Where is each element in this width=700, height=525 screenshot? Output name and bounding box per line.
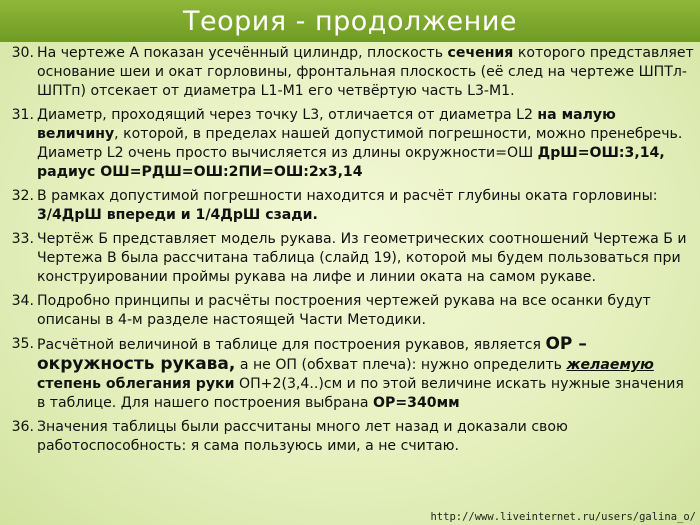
item-number: 32. xyxy=(11,188,34,204)
list-item-33 xyxy=(4,230,694,287)
item-text: В рамках допустимой погрешности находится и расчёт глубины оката горловины: 3/4ДрШ впереди и 1/4ДрШ сзади. xyxy=(37,188,658,223)
item-text: Чертёж Б представляет модель рукава. Из геометрических соотношений Чертежа Б и Чертежа В была рассчитана таблица (слайд 19), которой мы будем пользоваться при конструировании проймы рукава на лифе и линии оката на самом рукаве. xyxy=(37,231,687,285)
title-bar xyxy=(0,0,700,42)
source-url: http://www.liveinternet.ru/users/galina_o/ xyxy=(430,511,696,523)
formula: ДрШ=ОШ:3,14, радиус ОШ=РДШ=ОШ:2ПИ=ОШ:2х3,14 xyxy=(37,145,665,180)
item-text: Диаметр, проходящий через точку L3, отличается от диаметра L2 на малую величину, которой, в пределах нашей допустимой погрешности, можно пренебречь. Диаметр L2 очень просто вычисляется из длины окружности=ОШ ДрШ=ОШ:3,14, радиус ОШ=РДШ=ОШ:2ПИ=ОШ:2х3,14 xyxy=(37,107,683,180)
list-item-35 xyxy=(4,335,694,413)
item-text: Значения таблицы были рассчитаны много лет назад и доказали свою работоспособность: я сама пользуюсь ими, а не считаю. xyxy=(37,419,568,454)
item-text: Подробно принципы и расчёты построения чертежей рукава на все осанки будут описаны в 4-м разделе настоящей Части Методики. xyxy=(37,293,651,328)
list-item-36 xyxy=(4,418,694,456)
list-item-31 xyxy=(4,106,694,182)
bold-term: степень облегания руки xyxy=(37,376,235,392)
theory-list xyxy=(4,44,694,461)
item-number: 33. xyxy=(11,231,34,247)
item-number: 30. xyxy=(11,45,34,61)
item-number: 36. xyxy=(11,419,34,435)
item-text: На чертеже А показан усечённый цилиндр, плоскость сечения которого представляет основание шеи и окат горловины, фронтальная плоскость (её след на чертеже ШПТл-ШПТп) отсекает от диаметра L1-M1 его четвёртую часть L3-M1. xyxy=(37,45,694,99)
bold-term: сечения xyxy=(447,45,514,61)
list-item-30 xyxy=(4,44,694,101)
bold-term: на малую величину xyxy=(37,107,616,142)
bold-value: ОР=340мм xyxy=(373,395,460,411)
underlined-term: желаемую xyxy=(566,357,654,373)
bold-term: ОР – окружность рукава, xyxy=(37,334,587,374)
item-number: 31. xyxy=(11,107,34,123)
item-number: 34. xyxy=(11,293,34,309)
item-text: Расчётной величиной в таблице для построения рукавов, является ОР – окружность рукава, а не ОП (обхват плеча): нужно определить желаемую степень облегания руки ОП+2(3,4..)см и по этой величине искать нужные значения в таблице. Для нашего построения выбрана ОР=340мм xyxy=(37,334,684,411)
formula: 3/4ДрШ впереди и 1/4ДрШ сзади. xyxy=(37,207,318,223)
item-number: 35. xyxy=(11,336,34,352)
list-item-34 xyxy=(4,292,694,330)
list-item-32 xyxy=(4,187,694,225)
slide-title: Теория - продолжение xyxy=(183,5,517,37)
